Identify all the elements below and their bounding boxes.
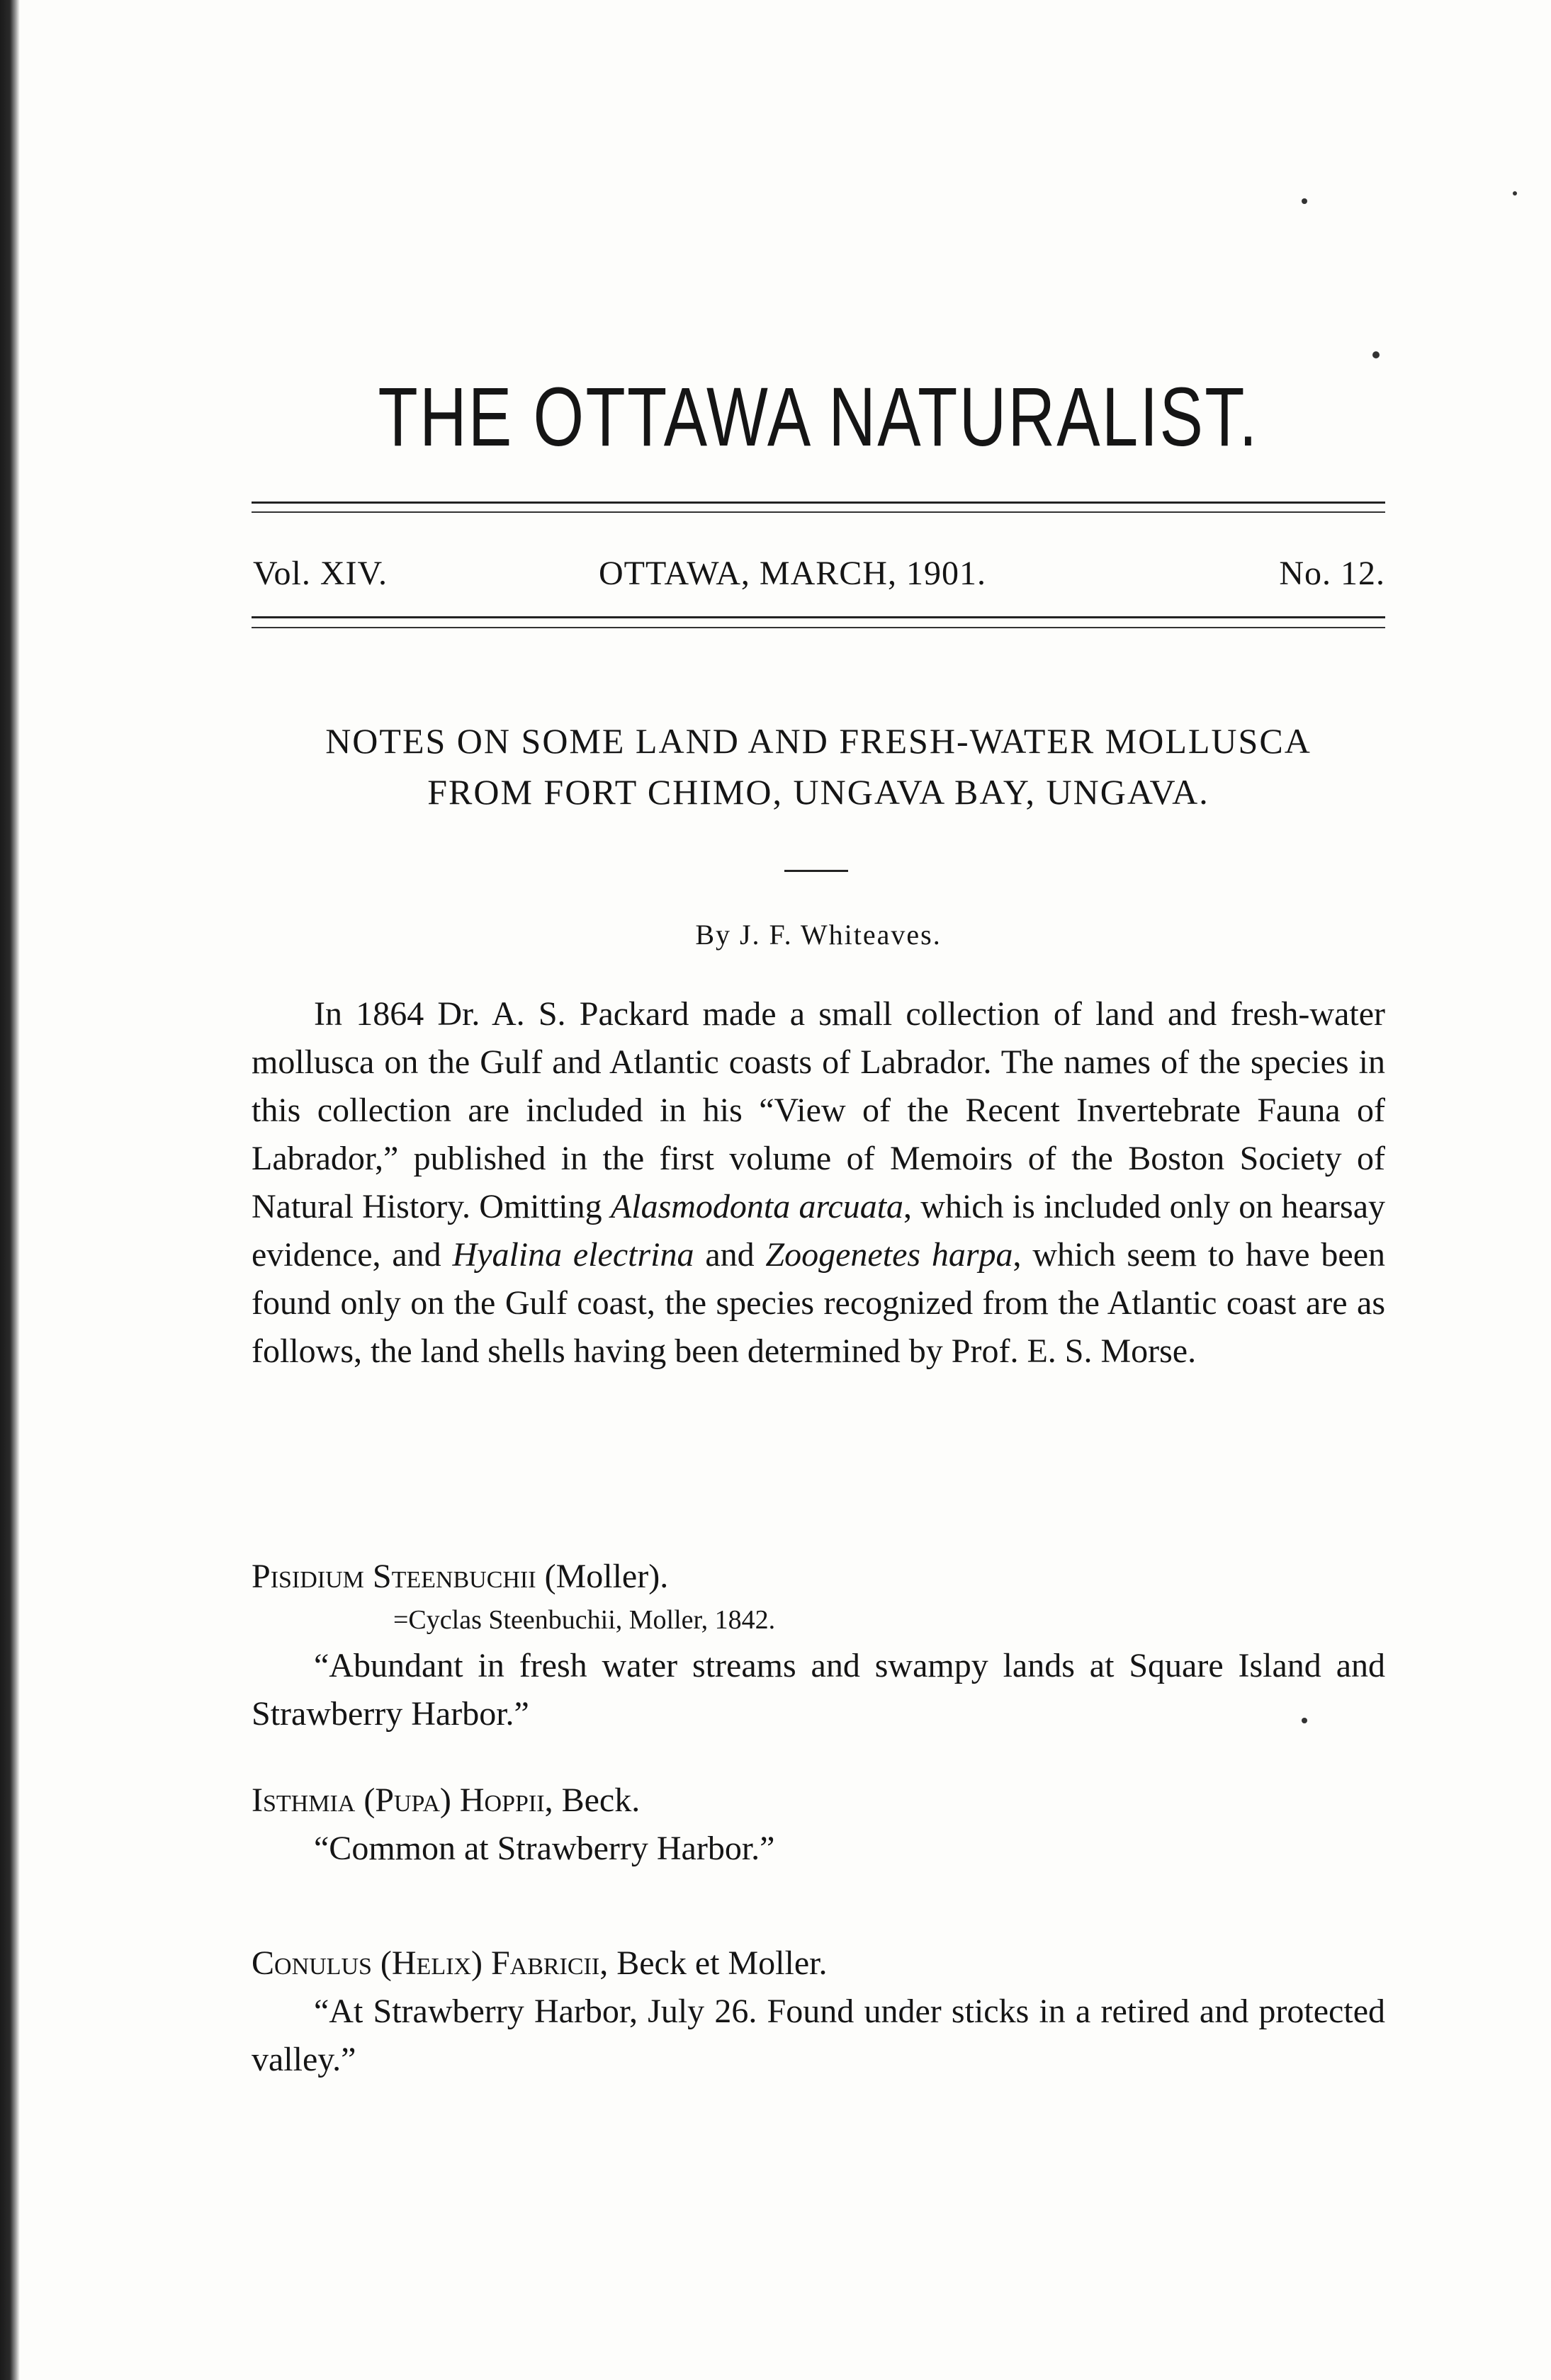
species-quote: “At Strawberry Harbor, July 26. Found under sticks in a retired and protected valley.” [252, 1993, 1385, 2078]
intro-text-1: In 1864 Dr. A. S. Packard made a small collection of land and fresh-water mollusca on the Gulf and Atlantic coasts of Labrador. The names of the species in this collection are included in his “View of the Recent Invertebrate Fauna of Labrador,” published in the first volume of Memoirs of the Boston Society of Natural History. Omitting [252, 995, 1385, 1225]
article-title [252, 715, 1385, 817]
species-entry-authority: , Beck. [544, 1781, 641, 1819]
volume-label: Vol. XIV. [253, 555, 388, 592]
masthead-rule-bottom [252, 511, 1385, 513]
species-quote: “Abundant in fresh water streams and swampy lands at Square Island and Strawberry Harbor.” [252, 1647, 1385, 1733]
print-speck [1302, 1718, 1307, 1723]
species-entry-name: Isthmia (Pupa) Hoppii [252, 1781, 545, 1819]
issue-place-date: OTTAWA, MARCH, 1901. [599, 555, 986, 592]
title-separator [784, 870, 848, 872]
species-entry-heading [252, 1939, 1385, 1988]
page-binding-shadow [0, 0, 20, 2380]
species-quote: “Common at Strawberry Harbor.” [314, 1830, 775, 1867]
article-byline: By J. F. Whiteaves. [695, 919, 942, 951]
intro-text-4: , which seem to have been found only on the Gulf coast, the species recognized from the Atlantic coast are as follows, the land shells having been determined by Prof. E. S. Morse. [252, 1236, 1386, 1370]
species-synonym: =Cyclas Steenbuchii, Moller, 1842. [393, 1605, 776, 1635]
intro-paragraph [252, 990, 1385, 1376]
intro-text-3: and [694, 1236, 766, 1274]
issue-rule-top [252, 616, 1385, 618]
journal-masthead: THE OTTAWA NATURALIST. [378, 370, 1259, 464]
issue-rule-bottom [252, 627, 1385, 628]
species-entry-heading [252, 1776, 1385, 1825]
species-entry-heading [252, 1553, 1385, 1601]
print-speck [1513, 191, 1517, 196]
print-speck [1302, 198, 1307, 204]
print-speck [1372, 351, 1380, 358]
intro-text-2: , which is included only on hearsay evidence, and [252, 1188, 1386, 1274]
article-title-line-1: NOTES ON SOME LAND AND FRESH-WATER MOLLUSCA [325, 721, 1312, 761]
species-entry-name: Pisidium Steenbuchii [252, 1558, 536, 1595]
species-entry-authority: (Moller). [536, 1558, 669, 1595]
issue-info-line [252, 552, 1385, 595]
species-name: Hyalina electrina [452, 1236, 694, 1274]
species-name: Alasmodonta arcuata [610, 1188, 904, 1225]
species-name: Zoogenetes harpa [765, 1236, 1013, 1274]
masthead-rule-top [252, 502, 1385, 504]
issue-number: No. 12. [1279, 555, 1385, 592]
species-entry-authority: , Beck et Moller. [599, 1944, 828, 1982]
article-title-line-2: FROM FORT CHIMO, UNGAVA BAY, UNGAVA. [427, 772, 1209, 812]
species-entry-name: Conulus (Helix) Fabricii [252, 1944, 600, 1982]
